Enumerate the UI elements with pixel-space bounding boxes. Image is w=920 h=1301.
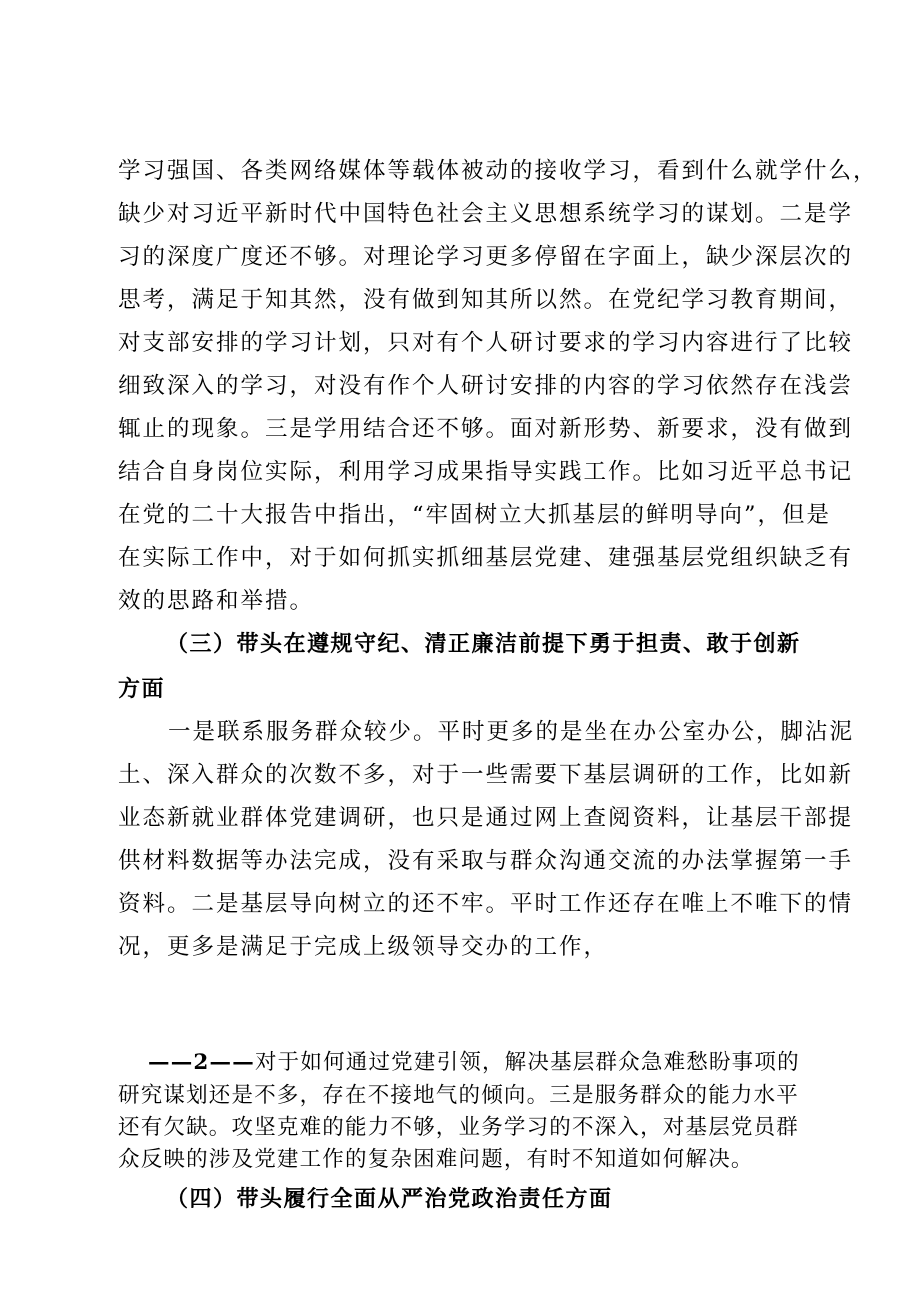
page-number: ——2—— xyxy=(148,1050,255,1075)
paragraph-line: 辄止的现象。三是学用结合还不够。面对新形势、新要求，没有做到 xyxy=(118,416,854,442)
paragraph-line: 效的思路和举措。 xyxy=(118,588,315,614)
paragraph-line: 结合自身岗位实际，利用学习成果指导实践工作。比如习近平总书记 xyxy=(118,459,854,485)
footer-line-text: 对于如何通过党建引领，解决基层群众急难愁盼事项的 xyxy=(254,1050,800,1075)
paragraph-line: 供材料数据等办法完成，没有采取与群众沟通交流的办法掌握第一手 xyxy=(118,848,854,874)
footer-line: 还有欠缺。攻坚克难的能力不够，业务学习的不深入，对基层党员群 xyxy=(118,1115,800,1140)
footer-line: 研究谋划还是不多，存在不接地气的倾向。三是服务群众的能力水平 xyxy=(118,1083,800,1108)
paragraph-line: 在实际工作中，对于如何抓实抓细基层党建、建强基层党组织缺乏有 xyxy=(118,545,854,571)
paragraph-line: 对支部安排的学习计划，只对有个人研讨要求的学习内容进行了比较 xyxy=(118,330,854,356)
paragraph-line: 资料。二是基层导向树立的还不牢。平时工作还存在唯上不唯下的情 xyxy=(118,891,854,917)
footer-first-line xyxy=(148,1052,800,1074)
section-heading-line: （三）带头在遵规守纪、清正廉洁前提下勇于担责、敢于创新 xyxy=(166,632,801,657)
paragraph-line: 一是联系服务群众较少。平时更多的是坐在办公室办公，脚沾泥 xyxy=(168,719,855,745)
paragraph-line: 细致深入的学习，对没有作个人研讨安排的内容的学习依然存在浅尝 xyxy=(118,373,854,399)
section-heading-4: （四）带头履行全面从严治党政治责任方面 xyxy=(166,1187,613,1212)
paragraph-line: 业态新就业群体党建调研，也只是通过网上查阅资料，让基层干部提 xyxy=(118,805,854,831)
footer-line: 众反映的涉及党建工作的复杂困难问题，有时不知道如何解决。 xyxy=(118,1147,754,1172)
paragraph-line: 习的深度广度还不够。对理论学习更多停留在字面上，缺少深层次的 xyxy=(118,244,854,270)
paragraph-line: 在党的二十大报告中指出，“牢固树立大抓基层的鲜明导向”，但是 xyxy=(118,502,832,528)
paragraph-line: 缺少对习近平新时代中国特色社会主义思想系统学习的谋划。二是学 xyxy=(118,201,854,227)
paragraph-line: 况，更多是满足于完成上级领导交办的工作， xyxy=(118,934,609,960)
section-heading-line: 方面 xyxy=(118,677,166,702)
paragraph-line: 土、深入群众的次数不多，对于一些需要下基层调研的工作，比如新 xyxy=(118,762,854,788)
paragraph-line: 学习强国、各类网络媒体等载体被动的接收学习，看到什么就学什么， xyxy=(118,158,878,184)
paragraph-line: 思考，满足于知其然，没有做到知其所以然。在党纪学习教育期间， xyxy=(118,287,854,313)
